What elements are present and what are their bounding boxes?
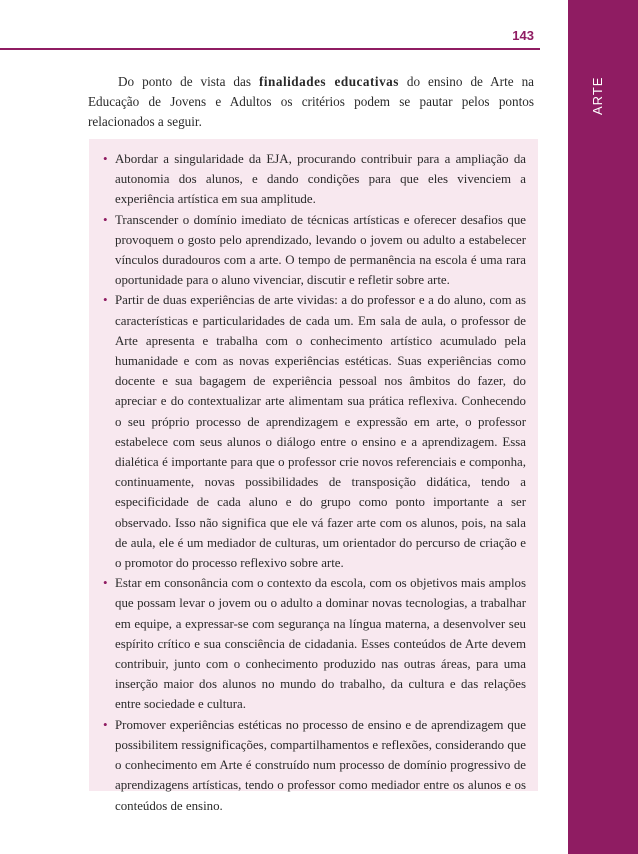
section-label: ARTE	[590, 76, 605, 116]
side-color-bar	[568, 0, 638, 854]
list-item	[103, 149, 526, 210]
bullet-icon: •	[103, 575, 108, 591]
page-number: 143	[512, 28, 534, 43]
intro-rest: do ensino de Arte na Educação de Jovens e Adultos os critérios podem se pautar pelos pontos relacionados a seguir.	[88, 74, 535, 129]
list-item	[103, 210, 526, 291]
list-item	[103, 573, 526, 714]
list-item-text: Abordar a singularidade da EJA, procurando contribuir para a ampliação da autonomia dos alunos, e dando condições para que eles vivenciem a experiência artística em sua amplitude.	[115, 152, 526, 207]
bullet-icon: •	[103, 211, 108, 227]
bullet-icon: •	[103, 151, 108, 166]
header-rule	[0, 48, 540, 50]
bullet-icon: •	[103, 716, 108, 732]
bullet-icon: •	[103, 292, 108, 308]
list-item-text: Partir de duas experiências de arte vividas: a do professor e a do aluno, com as características e particularidades de cada um. Em sala de aula, o professor de Arte apresenta e trabalha com o conhecimento artístico acumulado pela humanidade e com as novas experiências estéticas. Suas experiências como docente e sua bagagem de experiência pessoal nos âmbitos do fazer, do apreciar e do contextualizar arte alimentam sua prática reflexiva. Conhecendo o seu próprio processo de aprendizagem e expressão em arte, o professor estabelece com seus alunos o diálogo entre o ensino e a aprendizagem. Essa dialética é importante para que o professor crie novos referenciais e componha, continuamente, novas possibilidades de transposição didática, tendo a especificidade de cada aluno e do grupo como ponto importante a ser observado. Isso não significa que ele vá fazer arte com os alunos, pois, na sala de aula, ele é um mediador de culturas, um orientador do percurso de criação e o promotor do processo reflexivo sobre arte.	[115, 293, 526, 571]
list-item	[103, 715, 526, 816]
intro-lead: Do ponto de vista das	[118, 74, 252, 89]
objectives-list	[89, 139, 538, 816]
list-item-text: Estar em consonância com o contexto da escola, com os objetivos mais amplos que possam levar o jovem ou o adulto a dominar novas tecnologias, a trabalhar em equipe, a expressar-se com segurança na língua materna, a desenvolver seu espírito crítico e sua consciência de cidadania. Esses conteúdos de Arte devem contribuir, junto com o conhecimento produzido nas outras áreas, para uma inserção maior dos alunos no mundo do trabalho, da cultura e das relações entre sociedade e cultura.	[115, 576, 526, 712]
objectives-box	[89, 139, 538, 813]
list-item-text: Promover experiências estéticas no processo de ensino e de aprendizagem que possibilitem ressignificações, compartilhamentos e reflexões, considerando que o conhecimento em Arte é construído num processo de domínio progressivo de aprendizagens artísticas, tendo o professor como mediador entre os alunos e os conteúdos de ensino.	[115, 717, 526, 813]
list-item-text: Transcender o domínio imediato de técnicas artísticas e oferecer desafios que provoquem o gosto pelo aprendizado, levando o jovem ou adulto a estabelecer vínculos duradouros com a arte. O tempo de permanência na escola é uma rara oportunidade para o aluno vivenciar, discutir e refletir sobre arte.	[115, 212, 526, 288]
list-item	[103, 290, 526, 573]
intro-emphasis: finalidades educativas	[259, 74, 399, 89]
intro-paragraph	[88, 72, 534, 132]
